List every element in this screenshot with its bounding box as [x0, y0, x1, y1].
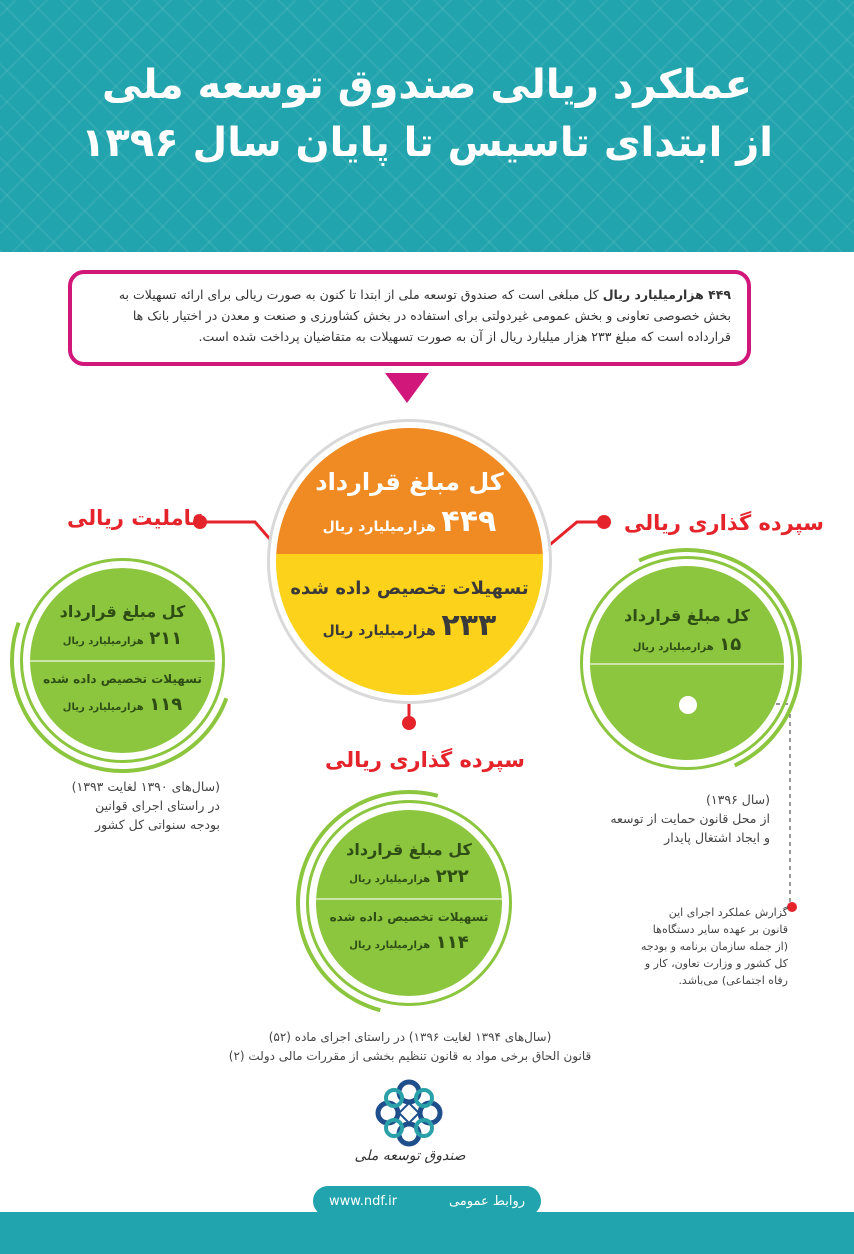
center-total-unit: هزارمیلیارد ریال: [322, 519, 436, 535]
right-note-line3: و ایجاد اشتغال پایدار: [664, 830, 770, 845]
footer-bar: [0, 1212, 854, 1254]
right-divider: [590, 663, 784, 665]
bottom-granted-unit: هزارمیلیارد ریال: [349, 940, 431, 951]
left-total-unit: هزارمیلیارد ریال: [62, 636, 144, 647]
left-circle: [30, 568, 215, 753]
intro-text: کل مبلغی است که صندوق توسعه ملی از ابتدا تا کنون به صورت ریالی برای ارائه تسهیلات به بخش خصوصی تعاونی و بخش عمومی غیردولتی برای استفاده در بخش کشاورزی و صنعت و معدن در اختیار بانک ها قرارداده است که مبلغ ۲۳۳ هزار میلیارد ریال از آن به صورت تسهیلات به متقاضیان پرداخت شده است.: [118, 287, 731, 344]
right-total-value: ۱۵: [719, 634, 742, 655]
footer-website[interactable]: www.ndf.ir: [329, 1193, 398, 1209]
bottom-title: سپرده گذاری ریالی: [325, 748, 525, 772]
right-total-unit: هزارمیلیارد ریال: [632, 642, 714, 653]
bottom-granted-row: [316, 932, 502, 953]
left-title: عاملیت ریالی: [67, 506, 206, 530]
left-granted-row: [30, 694, 215, 715]
center-total-label: کل مبلغ قرارداد: [315, 468, 504, 496]
bottom-divider: [316, 898, 502, 900]
center-granted-section: [276, 554, 543, 695]
bottom-connector-dot: [402, 716, 416, 730]
center-granted-unit: هزارمیلیارد ریال: [322, 623, 436, 639]
left-granted-unit: هزارمیلیارد ریال: [62, 702, 144, 713]
bottom-granted-value: ۱۱۴: [435, 932, 469, 953]
footer-department: روابط عمومی: [448, 1193, 525, 1209]
left-granted-label: تسهیلات تخصیص داده شده: [43, 672, 202, 686]
bottom-note-line2: قانون الحاق برخی مواد به قانون تنظیم بخشی از مقررات مالی دولت (۲): [228, 1049, 592, 1063]
right-side-line1: گزارش عملکرد اجرای این: [668, 906, 788, 919]
left-note: [40, 777, 220, 834]
right-total-label: کل مبلغ قرارداد: [624, 606, 750, 625]
bottom-note-line1: (سال‌های ۱۳۹۴ لغایت ۱۳۹۶) در راستای اجرای ماده (۵۲): [268, 1030, 552, 1044]
center-granted-value: ۲۳۳: [441, 608, 497, 643]
bottom-granted-label: تسهیلات تخصیص داده شده: [329, 910, 489, 924]
side-note-dot: [787, 902, 797, 912]
right-note-line1: (سال ۱۳۹۶): [706, 792, 770, 807]
bottom-total-row: [316, 866, 502, 887]
right-side-line2: قانون بر عهده سایر دستگاه‌ها: [652, 923, 788, 936]
down-arrow-icon: [385, 373, 429, 403]
page-title-line1: عملکرد ریالی صندوق توسعه ملی: [102, 62, 752, 108]
center-granted-label: تسهیلات تخصیص داده شده: [290, 578, 529, 599]
right-marker-dot: [679, 696, 697, 714]
right-title: سپرده گذاری ریالی: [624, 511, 824, 535]
ndf-logo-icon: [374, 1078, 444, 1148]
right-total-row: [590, 634, 784, 655]
left-divider: [30, 660, 215, 662]
footer-pill: [313, 1186, 541, 1216]
left-granted-value: ۱۱۹: [149, 694, 183, 715]
intro-box: [68, 270, 751, 366]
header-banner: [0, 0, 854, 252]
intro-highlight: ۴۴۹ هزارمیلیارد ریال: [602, 287, 731, 302]
center-summary-circle: [276, 428, 543, 695]
left-note-line1: (سال‌های ۱۳۹۰ لغایت ۱۳۹۳): [71, 779, 220, 794]
center-total-section: [276, 428, 543, 554]
right-connector-dot: [597, 515, 611, 529]
bottom-circle: [316, 810, 502, 996]
center-granted-row: [276, 608, 543, 643]
bottom-note: [190, 1028, 630, 1066]
bottom-total-unit: هزارمیلیارد ریال: [349, 874, 431, 885]
left-total-value: ۲۱۱: [149, 628, 183, 649]
right-note-line2: از محل قانون حمایت از توسعه: [610, 811, 770, 826]
page-title-line2: از ابتدای تاسیس تا پایان سال ۱۳۹۶: [80, 120, 774, 166]
logo-text: صندوق توسعه ملی: [354, 1148, 466, 1164]
right-side-note: [618, 904, 788, 989]
left-note-line3: بودجه سنواتی کل کشور: [95, 817, 220, 832]
left-total-row: [30, 628, 215, 649]
right-side-line3: (از جمله سازمان برنامه و بودجه: [640, 940, 788, 953]
right-side-line5: رفاه اجتماعی) می‌باشد.: [678, 974, 788, 987]
right-note: [590, 790, 770, 847]
bottom-total-label: کل مبلغ قرارداد: [346, 840, 472, 859]
center-total-row: [276, 504, 543, 539]
center-total-value: ۴۴۹: [441, 504, 497, 539]
right-circle: [590, 566, 784, 760]
right-side-line4: کل کشور و وزارت تعاون، کار و: [644, 957, 788, 970]
bottom-total-value: ۲۲۲: [435, 866, 469, 887]
left-note-line2: در راستای اجرای قوانین: [95, 798, 220, 813]
left-total-label: کل مبلغ قرارداد: [59, 602, 186, 621]
